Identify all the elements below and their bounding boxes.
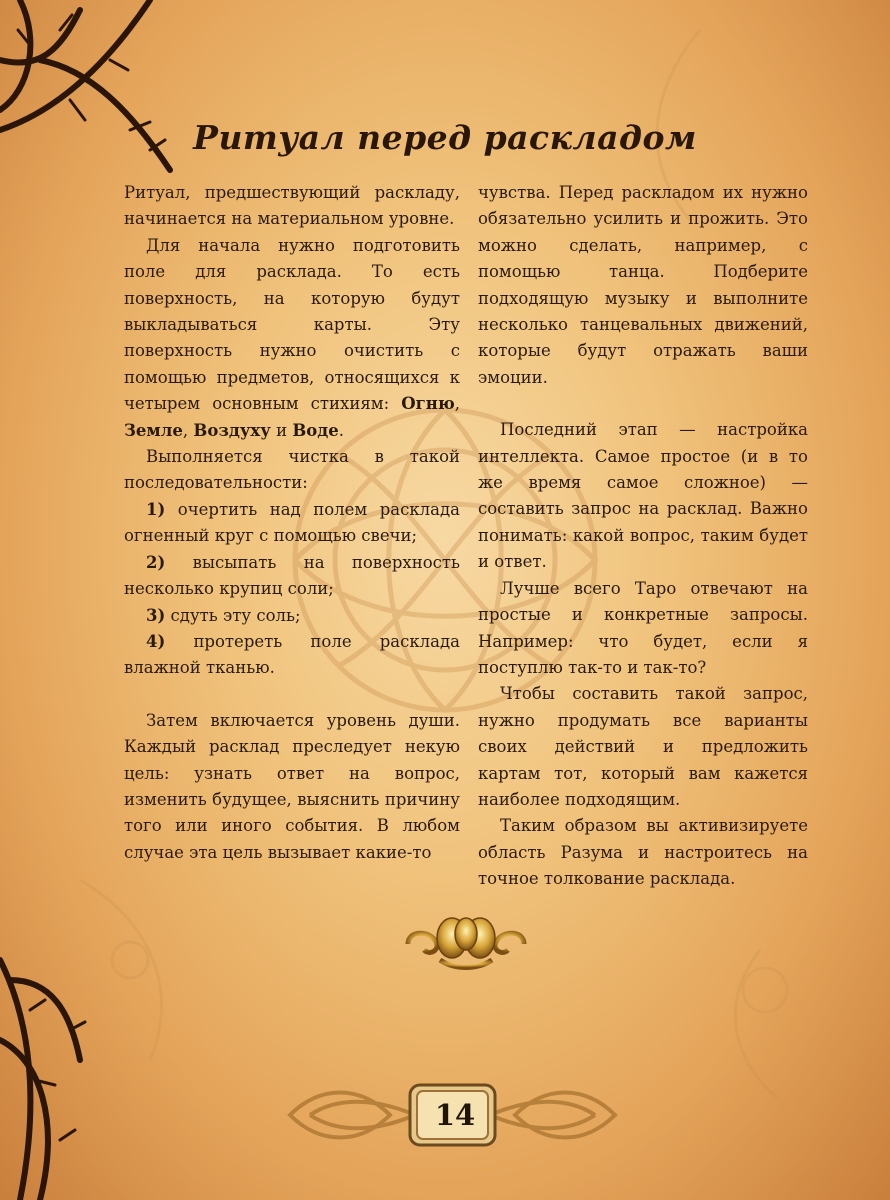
paragraph-text: Для начала нужно подготовить поле для расклада. То есть поверхность, на которую будут выкладываться карты. Эту поверхность нужно очистить с помощью предметов, относящихся к четырем основным стихиям:: [124, 235, 460, 414]
element-fire: Огню: [401, 394, 455, 414]
page-title: Ритуал перед раскладом: [193, 118, 697, 157]
paragraph: Таким образом вы активизируете область Разума и настроитесь на точное толкование расклада.: [478, 816, 808, 889]
list-number: 1): [146, 499, 166, 519]
paragraph-gap: [124, 682, 460, 708]
element-air: Воздуху: [193, 420, 271, 440]
separator: ,: [182, 420, 194, 440]
paragraph: Ритуал, предшествующий раскладу, начинается на материальном уровне.: [124, 183, 460, 229]
left-column: [124, 180, 460, 866]
list-item: [124, 603, 460, 629]
list-text: протереть поле расклада влажной тканью.: [124, 631, 460, 678]
paragraph-elements: [124, 233, 460, 444]
right-column: [478, 180, 808, 893]
separator: ,: [454, 394, 460, 414]
list-number: 4): [146, 631, 166, 651]
list-item: [124, 497, 460, 550]
paragraph-gap: [478, 391, 808, 417]
paragraph: Выполняется чистка в такой последовательности:: [124, 447, 460, 493]
paragraph: чувства. Перед раскладом их нужно обязательно усилить и прожить. Это можно сделать, например, с помощью танца. Подберите подходящую музыку и выполните несколько танцевальных движений, которые будут отражать ваши эмоции.: [478, 183, 808, 387]
paragraph: Последний этап — настройка интеллекта. Самое простое (и в то же время самое сложное) — составить запрос на расклад. Важно понимать: какой вопрос, таким будет и ответ.: [478, 420, 808, 572]
element-water: Воде: [292, 420, 339, 440]
paragraph: Лучше всего Таро отвечают на простые и конкретные запросы. Например: что будет, если я поступлю так-то и так-то?: [478, 578, 808, 677]
list-number: 3): [146, 605, 166, 625]
page-number: 14: [434, 1098, 476, 1132]
list-text: высыпать на поверхность несколько крупиц соли;: [124, 552, 460, 599]
separator: и: [270, 420, 293, 440]
list-number: 2): [146, 552, 166, 572]
sentence-end: .: [338, 420, 345, 440]
golden-ornament-icon: [400, 910, 532, 974]
thorn-vine-bottom-left: [0, 960, 80, 1200]
paragraph: Чтобы составить такой запрос, нужно продумать все варианты своих действий и предложить картам тот, который вам кажется наиболее подходящим.: [478, 684, 808, 809]
list-item: [124, 550, 460, 603]
paragraph: Затем включается уровень души. Каждый расклад преследует некую цель: узнать ответ на вопрос, изменить будущее, выяснить причину того или иного события. В любом случае эта цель вызывает какие-то: [124, 710, 460, 862]
list-text: очертить над полем расклада огненный круг с помощью свечи;: [124, 499, 460, 546]
list-item: [124, 629, 460, 682]
element-earth: Земле: [124, 420, 183, 440]
list-text: сдуть эту соль;: [165, 605, 301, 625]
thorn-spikes-bottom-left: [30, 1000, 85, 1140]
